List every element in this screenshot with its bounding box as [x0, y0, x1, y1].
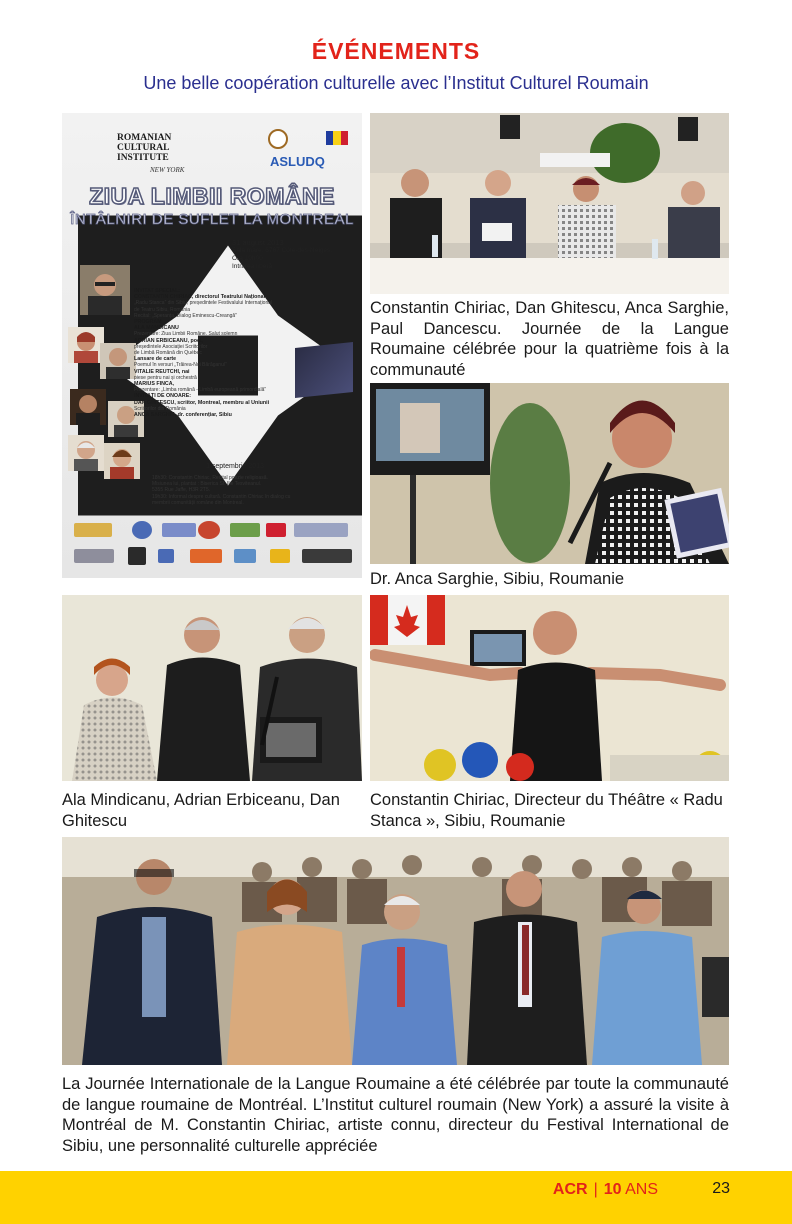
caption-award-ceremony: Ala Mindicanu, Adrian Erbiceanu, Dan Ghitescu: [62, 791, 340, 830]
asludo-logo-icon: [268, 153, 350, 169]
section-title: ÉVÉNEMENTS: [311, 38, 481, 64]
caption-anca-sarghie: Dr. Anca Sarghie, Sibiu, Roumanie: [370, 570, 625, 588]
caption-constantin-chiriac: Constantin Chiriac, Directeur du Théâtre « Radu Stanca », Sibiu, Roumanie: [370, 791, 723, 830]
photo-panel-speakers: [370, 113, 729, 294]
poster-program: INVITAT SPECIAL: CONSTANTIN CHIRIAC, directorul Teatrului Național „Radu Stanca” din Sibiu, președintele Festivalului Internațional de Teatru Sibiu, România Recital: „Speranța. Dialog Eminescu-Creangă” PROGRAM ALA MĂNDICANU Prezentare: Ziua Limbii Române. Salut solemn ADRIAN ERBICEANU, poet, președintele Asociației Scriitorilor de Limbă Română din Québec Lansare de carte Poemul în versuri „Trăirea-Noi Bărăganul” VITALIE REUTCHI, nai piese pentru nai și orchestră MARIUS FINCA, Prezentare: „Limba română - Limbă europeană primordială” INVITAȚI DE ONOARE: DAN GHITESCU, scriitor, Montreal, membru al Uniunii Scriitorilor din România ANCA SÂRGHIE, dr. conferențiar, Sibiu: [134, 288, 273, 419]
poster-second-date: 1 septembrie 2013: [206, 463, 264, 470]
portrait-thumbnail: [68, 435, 104, 471]
portrait-thumbnail: [100, 343, 136, 379]
poster-event-info: 31 august 2013 Sala mare, 6767 Côte-des-Neiges, Ora 19h00 Intrarea liberă: [232, 238, 333, 270]
poster-org-name: ROMANIAN CULTURAL INSTITUTE: [117, 133, 172, 163]
portrait-thumbnail: [104, 443, 140, 479]
poster-closing: 18h30: Constantin Chiriac, Recital poezie religioasă. Misiunea lui, plantat : Biserica Sf. Ilie Tesviteanul. 5355 Rue Jaffe, H3R 2T5. 19h30: Informal despre cultură. Constantin Chiriac în dialog cu membrii comunității române din Montreal.: [152, 475, 291, 506]
photo-audience: [62, 837, 729, 1065]
association-seal-icon: [268, 129, 288, 149]
svg-text:ASLUDQ: ASLUDQ: [270, 154, 325, 169]
caption-audience: La Journée Internationale de la Langue Roumaine a été célébrée par toute la communauté de langue roumaine de Montréal. L’Institut culturel roumain (New York) a assuré la visite à Montréal de M. Constantin Chiriac, artiste connu, directeur du Festival International de Sibiu, une personnalité culturelle appréciée: [62, 1075, 729, 1155]
poster-org-city: NEW YORK: [150, 166, 185, 174]
book-cover-image: [295, 342, 353, 398]
page-number: 23: [712, 1180, 730, 1197]
footer-brand: ACR | 10 ANS: [552, 1181, 658, 1198]
romania-flag-icon: [326, 131, 348, 145]
poster-title: ZIUA LIMBII ROMÂNE: [89, 183, 335, 209]
page-subtitle: Une belle coopération culturelle avec l’Institut Culturel Roumain: [143, 73, 649, 93]
portrait-thumbnail: [80, 265, 130, 315]
page-footer: [0, 1171, 792, 1224]
portrait-thumbnail: [68, 327, 104, 363]
photo-award-ceremony: [62, 595, 362, 781]
portrait-thumbnail: [70, 389, 106, 425]
photo-anca-sarghie: [370, 383, 729, 564]
photo-constantin-chiriac: [370, 595, 729, 781]
poster-subtitle: ÎNTÂLNIRI DE SUFLET LA MONTREAL: [70, 211, 354, 228]
event-poster: [62, 113, 362, 578]
caption-panel-speakers: Constantin Chiriac, Dan Ghitescu, Anca Sarghie, Paul Dancescu. Journée de la Langue Roumaine célébrée pour la quatrième fois à la communauté: [370, 299, 729, 379]
